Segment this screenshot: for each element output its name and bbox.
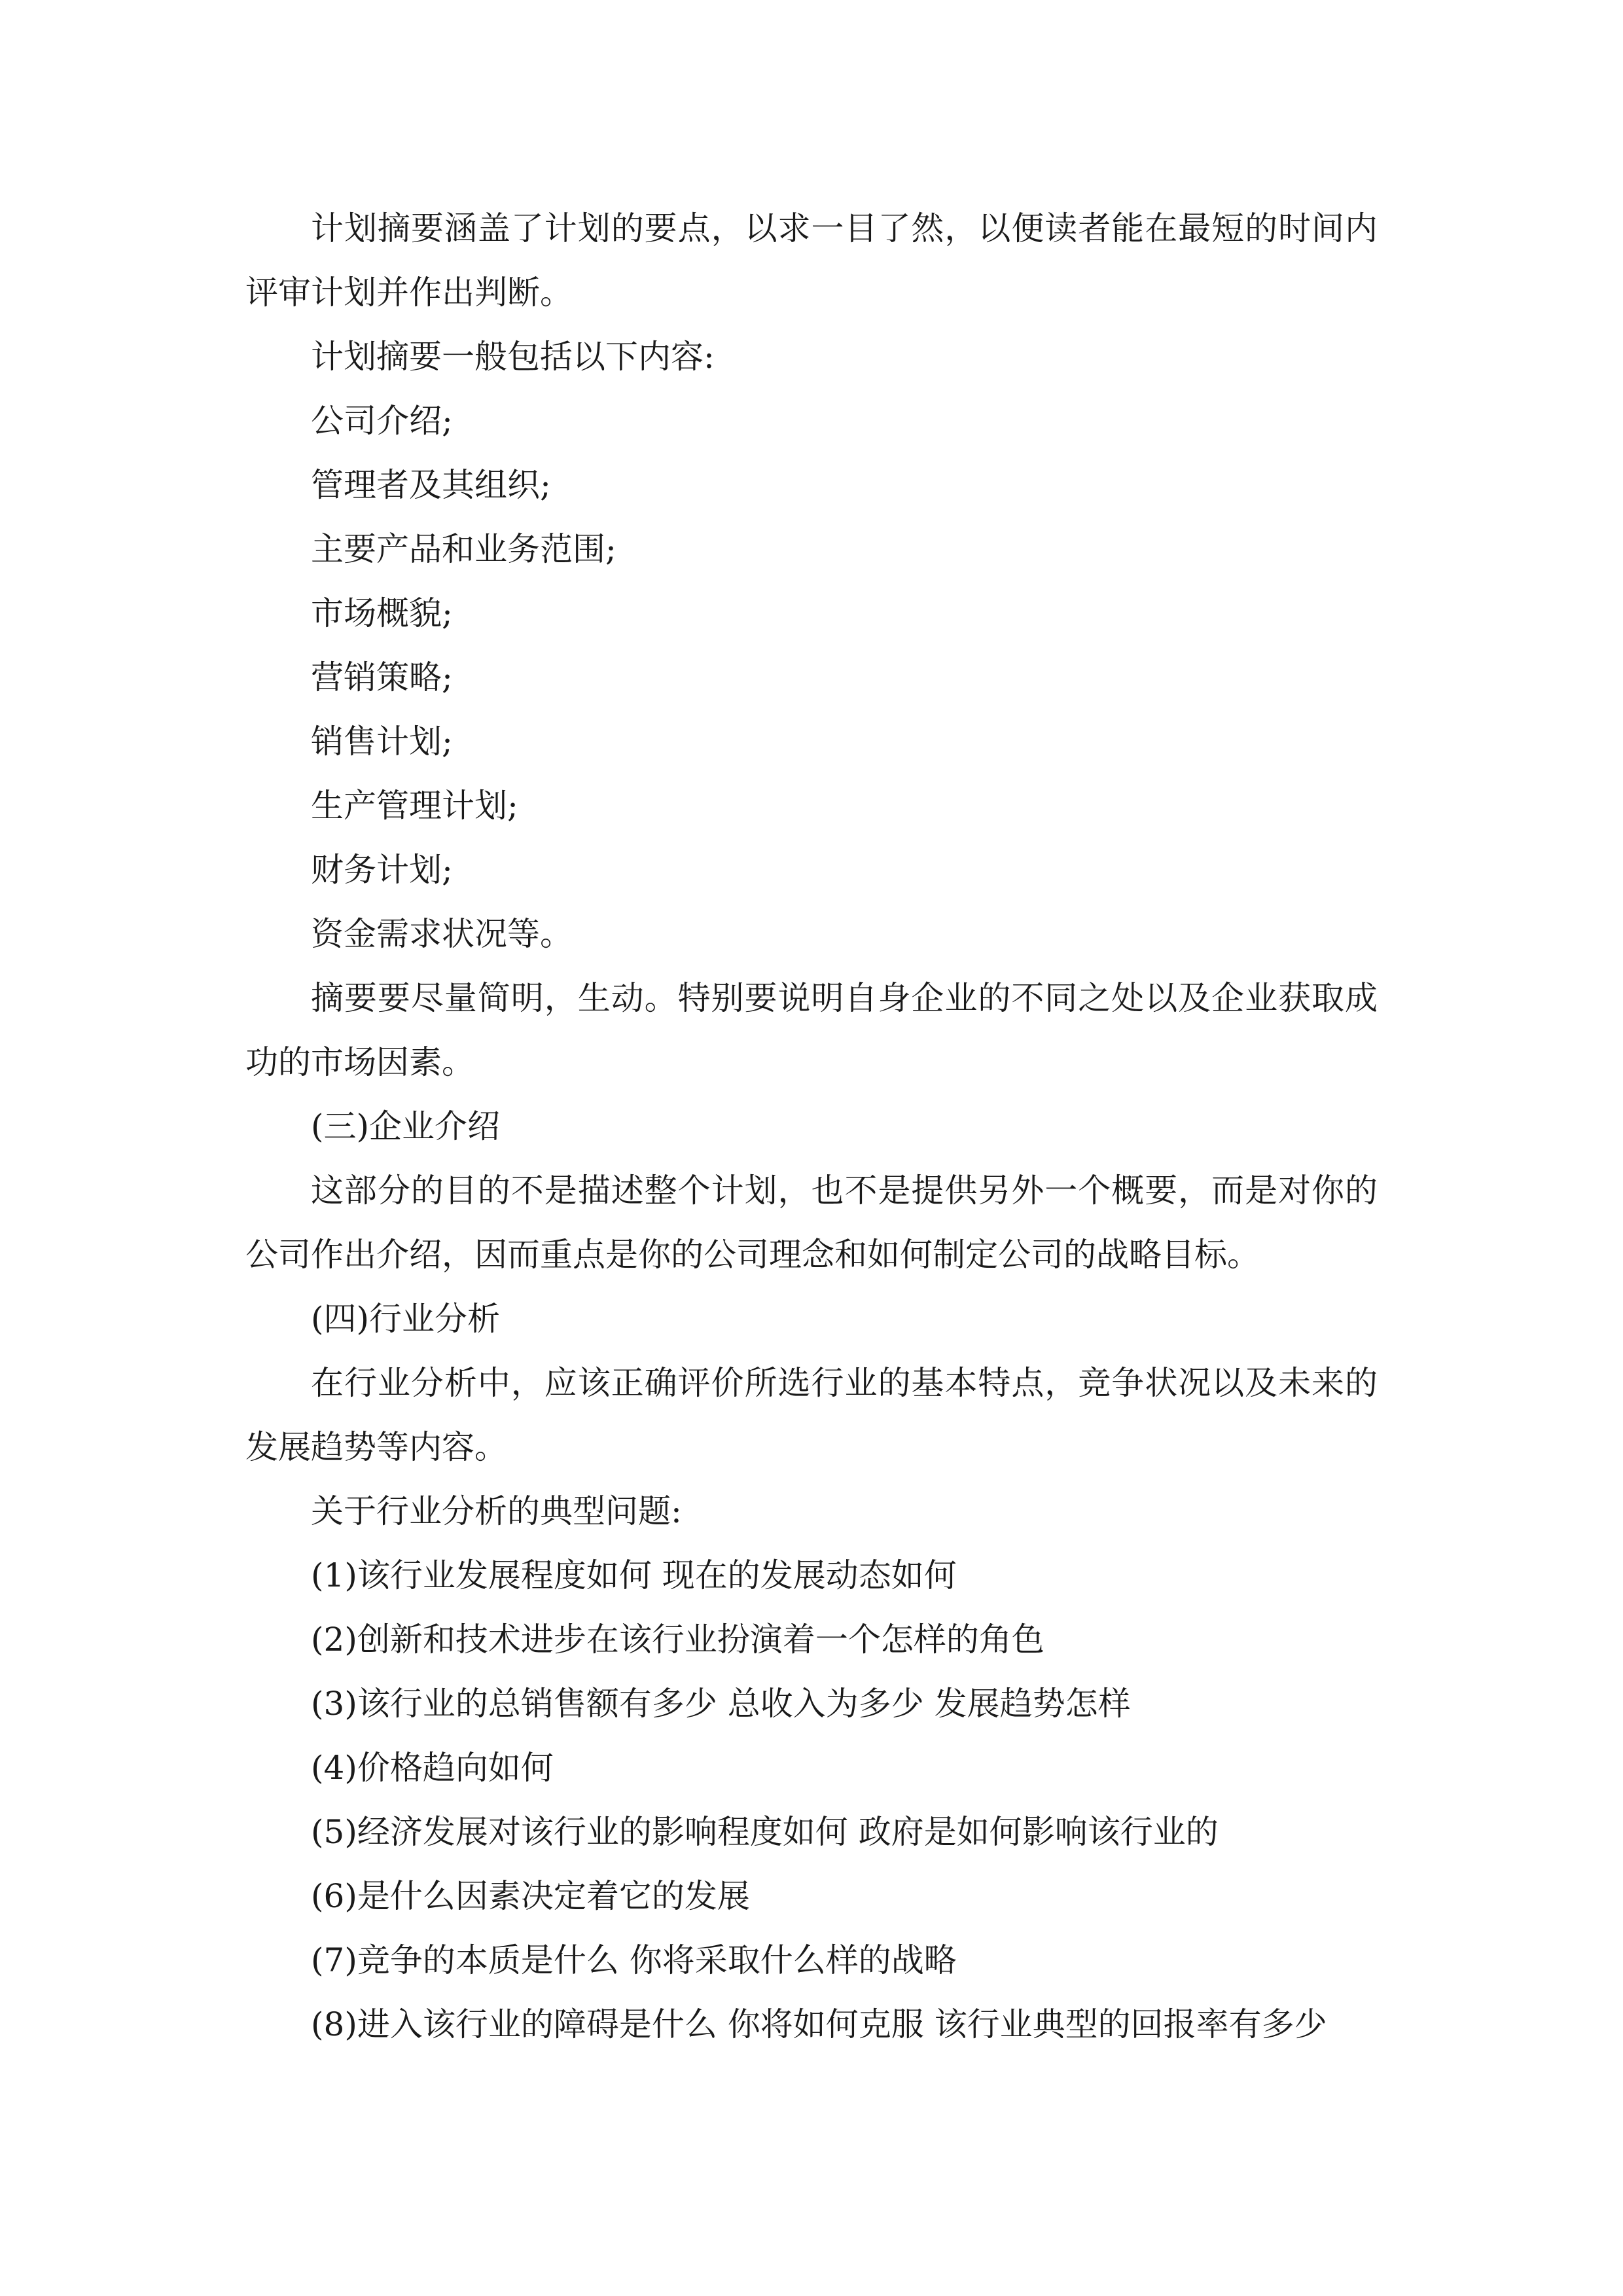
paragraph-company-intro: 这部分的目的不是描述整个计划，也不是提供另外一个概要，而是对你的公司作出介绍，因而重点是你的公司理念和如何制定公司的战略目标。 [245,1172,1378,1274]
paragraph-typical-questions-heading: 关于行业分析的典型问题: [311,1492,682,1530]
paragraph-summary-intro: 计划摘要涵盖了计划的要点，以求一目了然，以便读者能在最短的时间内评审计划并作出判断。 [245,209,1378,312]
question-item-5: (5)经济发展对该行业的影响程度如何 政府是如何影响该行业的 [311,1813,1219,1851]
question-item-8: (8)进入该行业的障碍是什么 你将如何克服 该行业典型的回报率有多少 [311,2005,1327,2043]
section-heading-industry-analysis: (四)行业分析 [311,1300,501,1338]
list-item-marketing: 营销策略; [311,658,453,696]
list-item-sales-plan: 销售计划; [311,723,453,761]
list-item-funding: 资金需求状况等。 [311,915,573,953]
list-item-finance-plan: 财务计划; [311,851,453,889]
list-item-products: 主要产品和业务范围; [311,530,616,568]
paragraph-summary-contents-heading: 计划摘要一般包括以下内容: [311,338,715,376]
list-item-company-intro: 公司介绍; [311,402,453,440]
paragraph-summary-style: 摘要要尽量简明，生动。特别要说明自身企业的不同之处以及企业获取成功的市场因素。 [245,979,1378,1081]
list-item-market: 市场概貌; [311,594,453,632]
question-item-1: (1)该行业发展程度如何 现在的发展动态如何 [311,1556,957,1594]
document-body [245,196,1378,2056]
list-item-management: 管理者及其组织; [311,466,551,504]
question-item-3: (3)该行业的总销售额有多少 总收入为多少 发展趋势怎样 [311,1685,1131,1723]
question-item-7: (7)竞争的本质是什么 你将采取什么样的战略 [311,1941,957,1979]
question-item-4: (4)价格趋向如何 [311,1749,554,1787]
question-item-6: (6)是什么因素决定着它的发展 [311,1877,750,1915]
section-heading-company-intro: (三)企业介绍 [311,1107,501,1145]
paragraph-industry-analysis: 在行业分析中，应该正确评价所选行业的基本特点，竞争状况以及未来的发展趋势等内容。 [245,1364,1378,1466]
question-item-2: (2)创新和技术进步在该行业扮演着一个怎样的角色 [311,1621,1044,1659]
list-item-production-plan: 生产管理计划; [311,787,518,825]
